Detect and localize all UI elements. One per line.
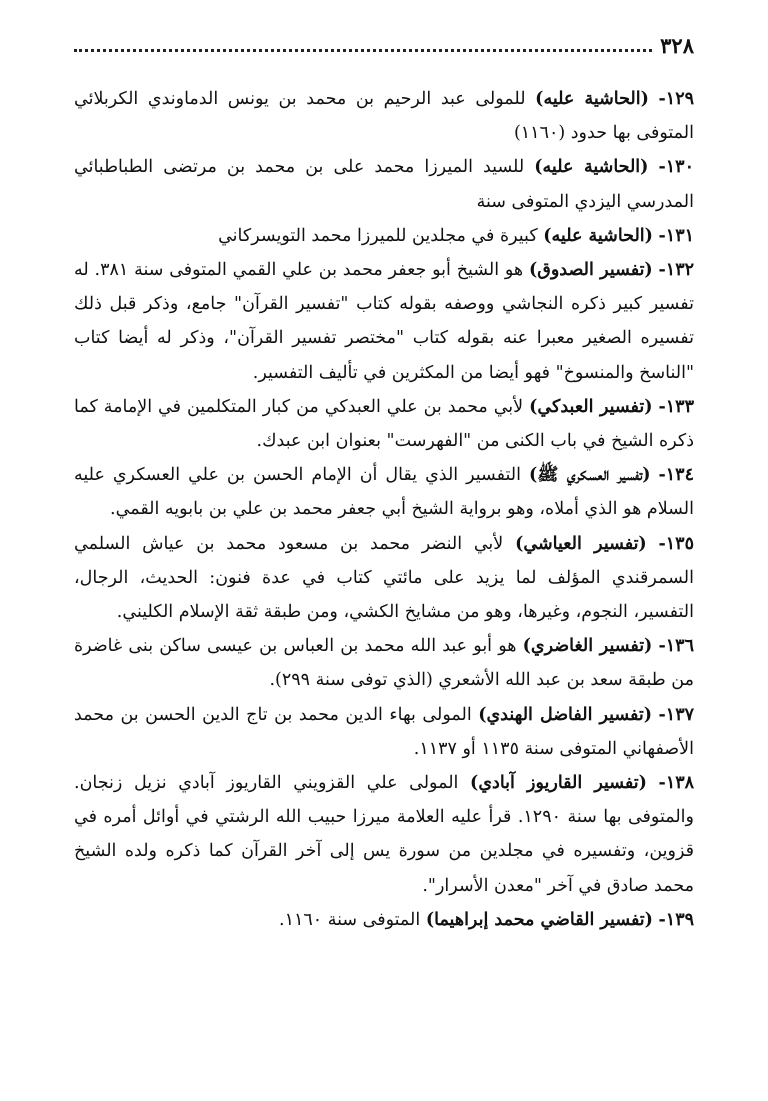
entry-number: ١٣٨-: [658, 773, 695, 794]
entry-number: ١٣٩-: [658, 909, 694, 930]
entry-text: كبيرة في مجلدين للميرزا محمد التويسركاني: [218, 225, 538, 246]
entry-number: ١٣٠-: [658, 157, 694, 178]
page-number: ٣٢٨: [660, 33, 694, 58]
entry-text: هو أبو عبد الله محمد بن العباس بن عيسى ساكن بنى غاضرة من طبقة سعد بن عبد الله الأشعري (الذي توفى سنة ٢٩٩).: [74, 636, 694, 691]
entry-number: ١٣٧-: [658, 704, 694, 725]
entry-title: (تفسير الغاضري): [522, 636, 653, 657]
entry-132: [74, 253, 694, 390]
entry-title: (تفسير القاريوز آبادي): [470, 773, 647, 794]
entry-title: (الحاشية عليه): [535, 89, 649, 109]
entry-129: [74, 82, 694, 150]
entry-136: [74, 629, 694, 697]
entry-138: [74, 766, 694, 903]
entry-title: (تفسير العياشي): [515, 533, 647, 554]
entry-title: (تفسير الصدوق): [528, 260, 653, 281]
entry-text: المولى بهاء الدين محمد بن تاج الدين الحسن بن محمد الأصفهاني المتوفى سنة ١١٣٥ أو ١١٣٧.: [74, 704, 694, 759]
entry-title: (تفسير العبدكي): [529, 396, 653, 417]
entry-number: ١٣٣-: [658, 396, 694, 417]
entry-text: للسيد الميرزا محمد على بن محمد بن مرتضى الطباطبائي المدرسي اليزدي المتوفى سنة: [74, 157, 694, 212]
entry-number: ١٢٩-: [658, 89, 694, 109]
entry-title: (تفسير القاضي محمد إبراهيما): [425, 909, 653, 930]
entry-text: التفسير الذي يقال أن الإمام الحسن بن علي العسكري عليه السلام هو الذي أملاه، وهو برواية الشيخ أبي جعفر محمد بن علي بن بابويه القمي.: [74, 465, 694, 520]
entry-number: ١٣٦-: [658, 636, 694, 657]
entry-list: [74, 82, 694, 937]
entry-number: ١٣٤-: [658, 465, 694, 486]
entry-number: ١٣٥-: [658, 533, 694, 554]
entry-131: [74, 219, 694, 253]
page-header: [74, 30, 694, 58]
entry-title: (الحاشية عليه): [543, 225, 653, 246]
entry-number: ١٣١-: [658, 225, 694, 246]
entry-130: [74, 150, 694, 218]
entry-text: هو الشيخ أبو جعفر محمد بن علي القمي المتوفى سنة ٣٨١. له تفسير كبير ذكره النجاشي ووصفه بقوله كتاب "تفسير القرآن" جامع، وذكر قبل ذلك تفسيره الصغير معبرا عنه بقوله كتاب "مختصر تفسير القرآن"، وذكر له أيضا كتاب "الناسخ والمنسوخ" فهو أيضا من المكثرين في تأليف التفسير.: [74, 260, 694, 383]
entry-title: (تفسير الفاضل الهندي): [478, 704, 653, 725]
entry-137: [74, 698, 694, 766]
entry-text: المتوفى سنة ١١٦٠.: [279, 909, 421, 930]
entry-title: (الحاشية عليه): [534, 157, 649, 178]
entry-text: للمولى عبد الرحيم بن محمد بن يونس الدماوندي الكربلائي المتوفى بها حدود (١١٦٠): [74, 89, 694, 144]
dotted-rule: [74, 49, 652, 52]
entry-text: لأبي محمد بن علي العبدكي من كبار المتكلمين في الإمامة كما ذكره الشيخ في باب الكنى من "الفهرست" بعنوان ابن عبدك.: [74, 396, 694, 452]
entry-134: [74, 458, 694, 526]
entry-139: [74, 903, 694, 937]
entry-133: [74, 390, 694, 458]
entry-number: ١٣٢-: [658, 260, 694, 281]
entry-text: لأبي النضر محمد بن مسعود محمد بن عياش السلمي السمرقندي المؤلف لما يزيد على مائتي كتاب في عدة فنون: الحديث، الرجال، التفسير، النجوم، وغيرها، وهو من مشايخ الكشي، ومن طبقة ثقة الإسلام الكليني.: [74, 533, 694, 623]
entry-135: [74, 527, 694, 630]
entry-title: (تفسير العسكري ﷺ): [528, 465, 651, 486]
entry-text: المولى علي القزويني القاريوز آبادي نزيل زنجان. والمتوفى بها سنة ١٢٩٠. قرأ عليه العلامة ميرزا حبيب الله الرشتي في أوائل أمره في قزوين، وتفسيره في مجلدين من سورة يس إلى آخر القرآن كما ذكره ولده الشيخ محمد صادق في آخر "معدن الأسرار".: [74, 773, 694, 896]
